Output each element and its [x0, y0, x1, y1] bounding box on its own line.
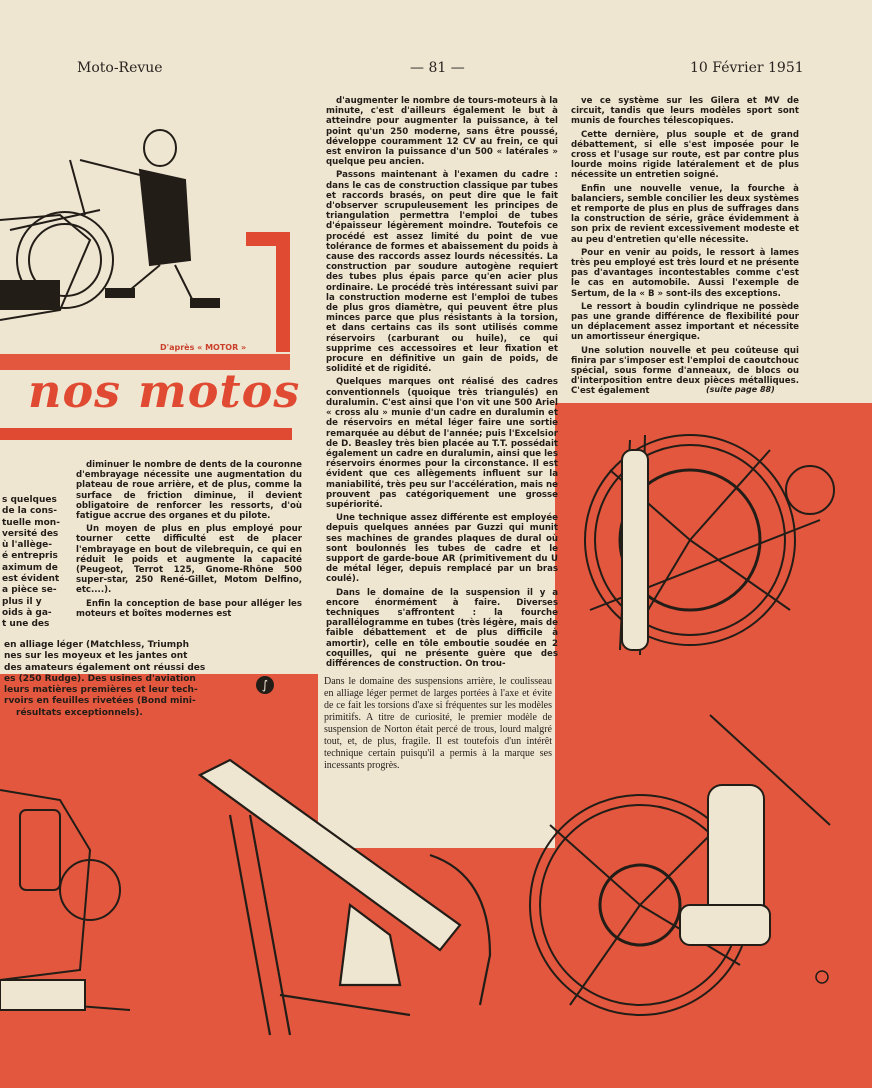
fragment-line: s quelques	[2, 495, 57, 505]
magazine-name: Moto-Revue	[77, 60, 163, 76]
swingarm-fork-illustration	[190, 755, 500, 1055]
left-fragments	[2, 495, 72, 631]
paragraph: Quelques marques ont réalisé des cadres conventionnels (quoique très triangulés) en duralumin. C'est ainsi que l'on vit une 500 Ariel « cross alu » munie d'un cadre en duralumin et de réservoirs en métal léger faire une sortie remarquée au début de l'année; puis l'Excelsior de D. Beasley très bien placée au T.T. possédait également un cadre en duralumin, ainsi que les réservoirs énormes pour la circonstance. Il est évident que ces allègements influent sur la maniabilité, très peu sur l'accélération, mais ne prouvent pas catégoriquement une grosse supériorité.	[326, 377, 558, 510]
illustration-credit: D'après « MOTOR »	[160, 343, 247, 352]
engine-illustration	[0, 780, 170, 1040]
title-underline-bar	[0, 428, 292, 440]
fragment-line: ù l'allège-	[2, 540, 53, 551]
page-number: — 81 —	[410, 60, 465, 76]
section-ornament-icon: ∫	[256, 676, 274, 694]
paragraph: Enfin une nouvelle venue, la fourche à balanciers, semble concilier les deux systèmes et remporte de plus en plus de suffrages dans la construction de série, grâce évidemment à son prix de revient excessivement modeste et au peu d'entretien qu'elle nécessite.	[571, 183, 799, 245]
wide-line: en alliage léger (Matchless, Triumph	[4, 640, 189, 650]
paragraph: d'augmenter le nombre de tours-moteurs à la minute, c'est d'ailleurs également le but à atteindre pour augmenter la puissance, à tel point qu'un 250 moderne, sans être poussé, développe couramment 12 CV au frein, ce qui est environ la puissance d'un 500 « latérales » quelque peu ancien.	[326, 96, 558, 168]
wide-line: résultats exceptionnels).	[16, 707, 143, 718]
fragment-line: plus il y	[2, 596, 42, 607]
page-title: nos motos	[28, 364, 301, 418]
red-bracket-top	[246, 232, 290, 246]
fragment-line: tuelle mon-	[2, 517, 60, 528]
rear-suspension-illustration	[530, 705, 840, 1045]
fragment-line: de la cons-	[2, 506, 57, 517]
fragment-line: é entrepris	[2, 551, 58, 562]
column-left-middle	[76, 460, 302, 630]
rider-illustration	[0, 120, 240, 330]
fragment-line: est évident	[2, 574, 60, 585]
front-wheel-hub-illustration	[570, 410, 870, 670]
fragment-line: t une des	[2, 619, 50, 630]
wide-lines	[4, 640, 244, 719]
paragraph: Passons maintenant à l'examen du cadre : dans le cas de construction classique par tubes et raccords brasés, on peut dire que le fait d'observer scrupuleusement les principes de triangulation permettra l'emploi de tubes d'épaisseur légèrement moindre. Toutefois ce procédé est assez limité du point de vue tolérance de formes et abaissement du poids à cause des raccords assez lourds nécessités. La construction par soudure autogène requiert des tubes plus épais parce qu'en acier plus ordinaire. Le procédé très intéressant suivi par la construction moderne est l'emploi de tubes de plus gros diamètre, qui peuvent être plus minces parce que plus résistants à la torsion, et dans certains cas ils sont utilisés comme réservoirs (carburant ou huile), ce qui supprime ces accessoires et leur fixation et procure en définitive un gain de poids, de solidité et de rigidité.	[326, 170, 558, 375]
fragment-line: oids à ga-	[2, 607, 52, 618]
paragraph: Cette dernière, plus souple et de grand débattement, si elle s'est imposée pour le cross et l'usage sur route, est par contre plus lourde moins rigide latéralement et de plus nécessite un entretien soigné.	[571, 129, 799, 181]
paragraph: ve ce système sur les Gilera et MV de circuit, tandis que leurs modèles sport sont munis de fourches télescopiques.	[571, 96, 799, 127]
paragraph: Le ressort à boudin cylindrique ne possède pas une grande différence de flexibilité pour un déplacement assez important et nécessite un amortisseur énergique.	[571, 301, 799, 343]
paragraph: diminuer le nombre de dents de la couronne d'embrayage nécessite une augmentation du plateau de roue arrière, et de plus, comme la surface de friction diminue, il devient obligatoire de renforcer les ressorts, d'où fatigue accrue des organes et du pilote.	[76, 460, 302, 522]
wide-line: es (250 Rudge). Des usines d'aviation	[4, 673, 196, 684]
paragraph: Une solution nouvelle et peu coûteuse qui finira par s'imposer est l'emploi de caoutchouc spécial, sous forme d'anneaux, de blocs ou d'interposition entre deux pièces métalliques. C'est également	[571, 345, 799, 397]
fragment-line: versité des	[2, 528, 59, 539]
fragment-line: aximum de	[2, 562, 58, 573]
paragraph: Pour en venir au poids, le ressort à lames très peu employé est très lourd et ne présente pas d'avantages incontestables comme c'est le cas en automobile. Aussi l'exemple de Sertum, de la « B » sont-ils des exceptions.	[571, 247, 799, 299]
paragraph: Une technique assez différente est employée depuis quelques années par Guzzi qui munit ses machines de grandes plaques de dural où sont boulonnés les tubes de cadre et le support de garde-boue AR (primitivement du U de métal léger, depuis remplacé par un bras coulé).	[326, 513, 558, 585]
issue-date: 10 Février 1951	[690, 60, 804, 76]
paragraph: Un moyen de plus en plus employé pour tourner cette difficulté est de placer l'embrayage en bout de vilebrequin, ce qui en réduit le poids et augmente la capacité (Peugeot, Terrot 125, Gnome-Rhône 500 super-star, 250 René-Gillet, Motom Delfino, etc....).	[76, 524, 302, 596]
wide-line: nes sur les moyeux et les jantes ont	[4, 651, 188, 662]
wide-line: rvoirs en feuilles rivetées (Bond mini-	[4, 696, 196, 707]
paragraph: Enfin la conception de base pour alléger les moteurs et boîtes modernes est	[76, 598, 302, 619]
paragraph: Dans le domaine de la suspension il y a encore énormément à faire. Diverses techniques s'affrontent : la fourche parallélogramme en tubes (très légère, mais de faible débattement et de plus difficile à amortir), celle en tôle emboutie soudée en 2 coquilles, qui ne présente guère que des différences de construction. On trou-	[326, 587, 558, 669]
column-middle-top	[326, 96, 558, 669]
wide-line: leurs matières premières et leur tech-	[4, 685, 198, 696]
continued-note: (suite page 88)	[706, 385, 775, 394]
fragment-line: a pièce se-	[2, 585, 57, 596]
wide-line: des amateurs également ont réussi des	[4, 662, 206, 673]
caption-rear-suspension: Dans le domaine des suspensions arrière, le coulisseau en alliage léger permet de larges portées à l'axe et évite de ce fait les torsions d'axe si fréquentes sur les modèles primitifs. A titre de curiosité, le premier modèle de suspension de Norton était percé de trous, lourd malgré tout, et, de plus, fragile. Il est toutefois d'un intérêt technique certain puisqu'il a permis à la marque ses incessants progrès.	[324, 676, 552, 771]
red-bracket-decor	[276, 232, 290, 352]
